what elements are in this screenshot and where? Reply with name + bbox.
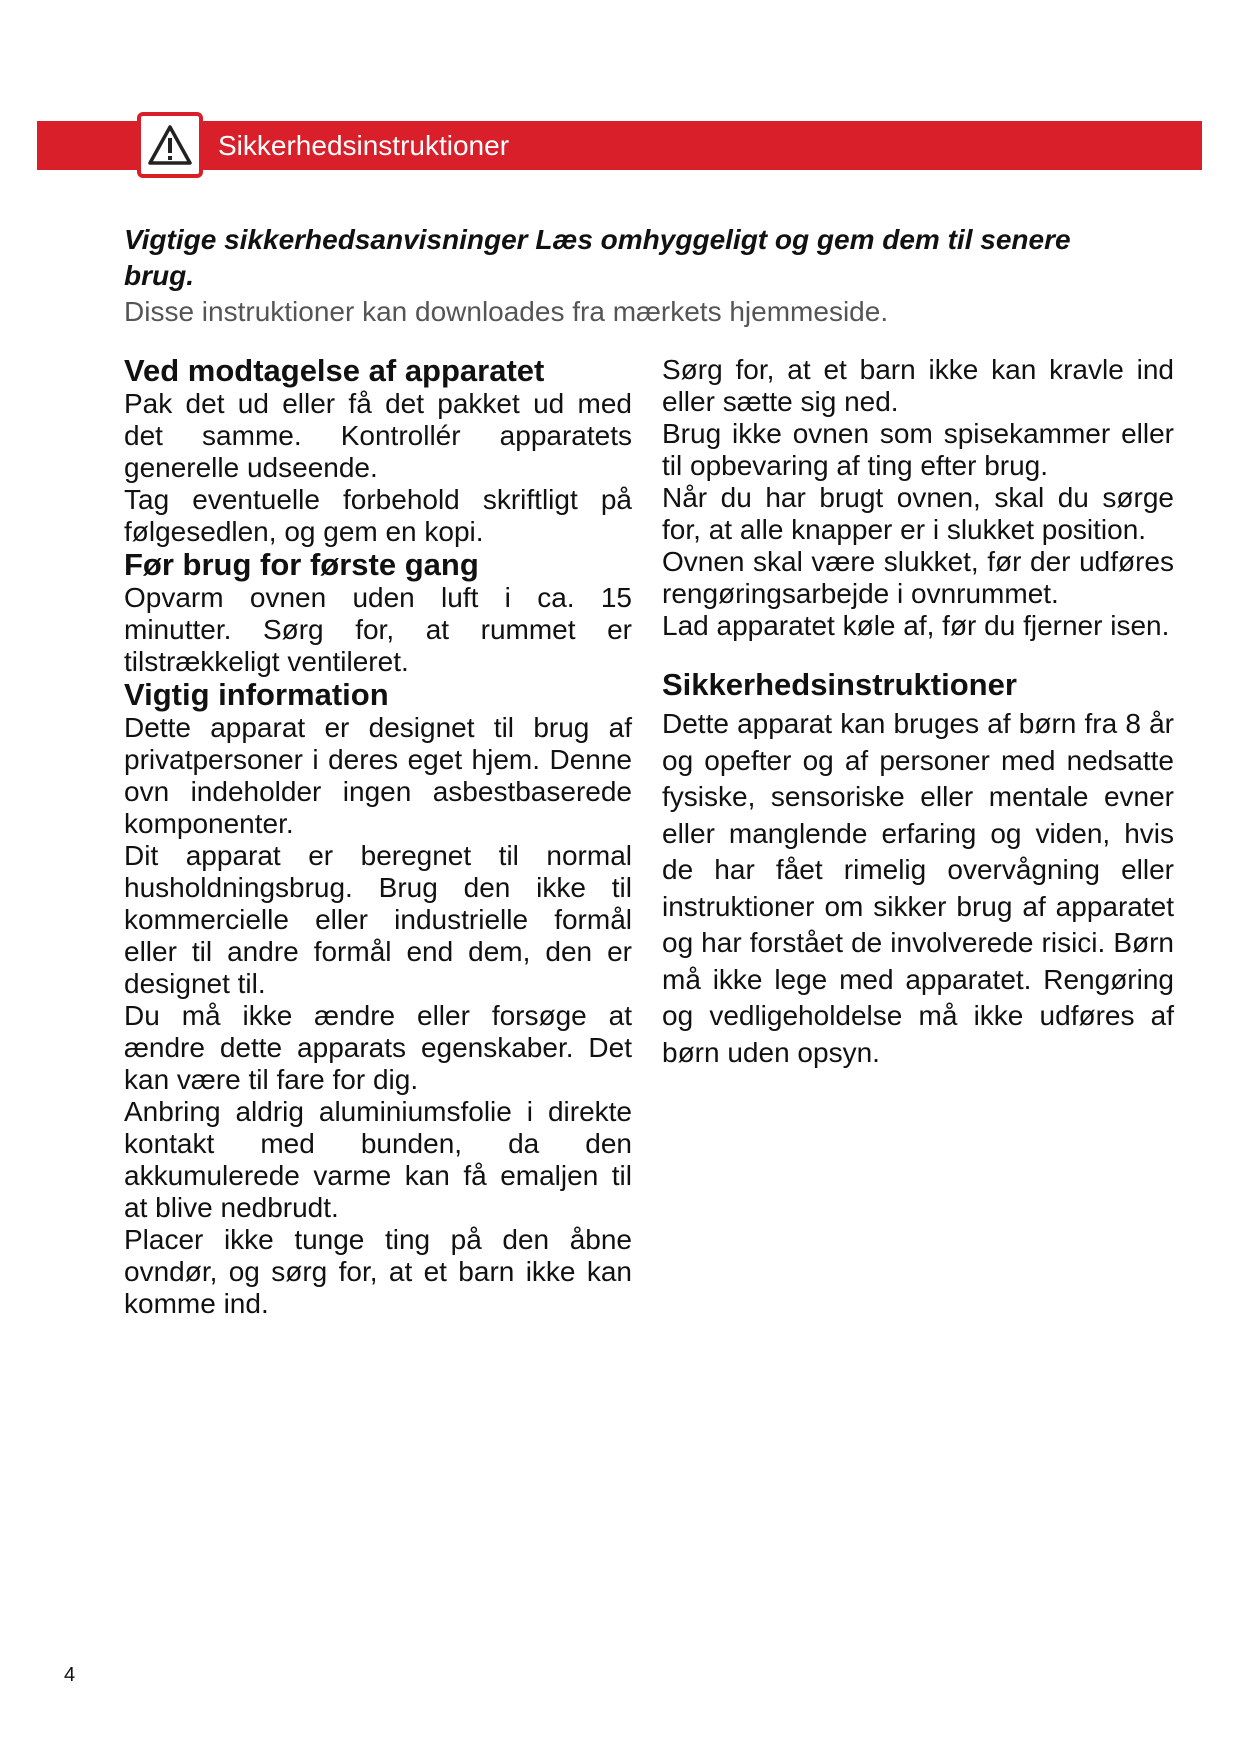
paragraph: Ovnen skal være slukket, før der udføres rengøringsarbejde i ovnrummet. [662,546,1174,609]
paragraph: Opvarm ovnen uden luft i ca. 15 minutter. Sørg for, at rummet er tilstrækkeligt ventileret. [124,582,632,677]
header-bar [37,121,1202,170]
paragraph: Dit apparat er beregnet til normal husholdningsbrug. Brug den ikke til kommercielle eller industrielle formål eller til andre formål end dem, den er designet til. [124,840,632,999]
left-column [124,354,632,1320]
intro-heading: Vigtige sikkerhedsanvisninger Læs omhyggeligt og gem dem til senere brug. [124,224,1071,291]
section-heading-important-info: Vigtig information [124,677,389,712]
intro [124,222,1124,330]
section-heading-receipt: Ved modtagelse af apparatet [124,353,545,388]
paragraph: Sørg for, at et barn ikke kan kravle ind eller sætte sig ned. [662,354,1174,417]
paragraph: Lad apparatet køle af, før du fjerner isen. [662,610,1170,641]
paragraph: Dette apparat kan bruges af børn fra 8 år og opefter og af personer med nedsatte fysiske, sensoriske eller mentale evner eller manglende erfaring og viden, hvis de har fået rimelig overvågning eller instruktioner om sikker brug af apparatet og har forstået de involverede risici. Børn må ikke lege med apparatet. Rengøring og vedligeholdelse må ikke udføres af børn uden opsyn. [662,708,1174,1068]
header-title: Sikkerhedsinstruktioner [218,130,510,161]
paragraph: Brug ikke ovnen som spisekammer eller til opbevaring af ting efter brug. [662,418,1174,481]
page-number: 4 [64,1664,76,1686]
warning-triangle-icon [147,124,193,166]
paragraph: Tag eventuelle forbehold skriftligt på følgesedlen, og gem en kopi. [124,484,632,547]
paragraph: Når du har brugt ovnen, skal du sørge for, at alle knapper er i slukket position. [662,482,1174,545]
right-column [662,354,1174,1071]
paragraph: Placer ikke tunge ting på den åbne ovndør, og sørg for, at et barn ikke kan komme ind. [124,1224,632,1319]
warning-badge [137,112,203,178]
paragraph: Pak det ud eller få det pakket ud med det samme. Kontrollér apparatets generelle udseende. [124,388,632,483]
intro-note: Disse instruktioner kan downloades fra mærkets hjemmeside. [124,296,889,327]
paragraph: Dette apparat er designet til brug af privatpersoner i deres eget hjem. Denne ovn indeholder ingen asbestbaserede komponenter. [124,712,632,839]
section-heading-safety: Sikkerhedsinstruktioner [662,667,1017,702]
section-heading-first-use: Før brug for første gang [124,547,479,582]
paragraph: Anbring aldrig aluminiumsfolie i direkte kontakt med bunden, da den akkumulerede varme kan få emaljen til at blive nedbrudt. [124,1096,632,1223]
paragraph: Du må ikke ændre eller forsøge at ændre dette apparats egenskaber. Det kan være til fare for dig. [124,1000,632,1095]
